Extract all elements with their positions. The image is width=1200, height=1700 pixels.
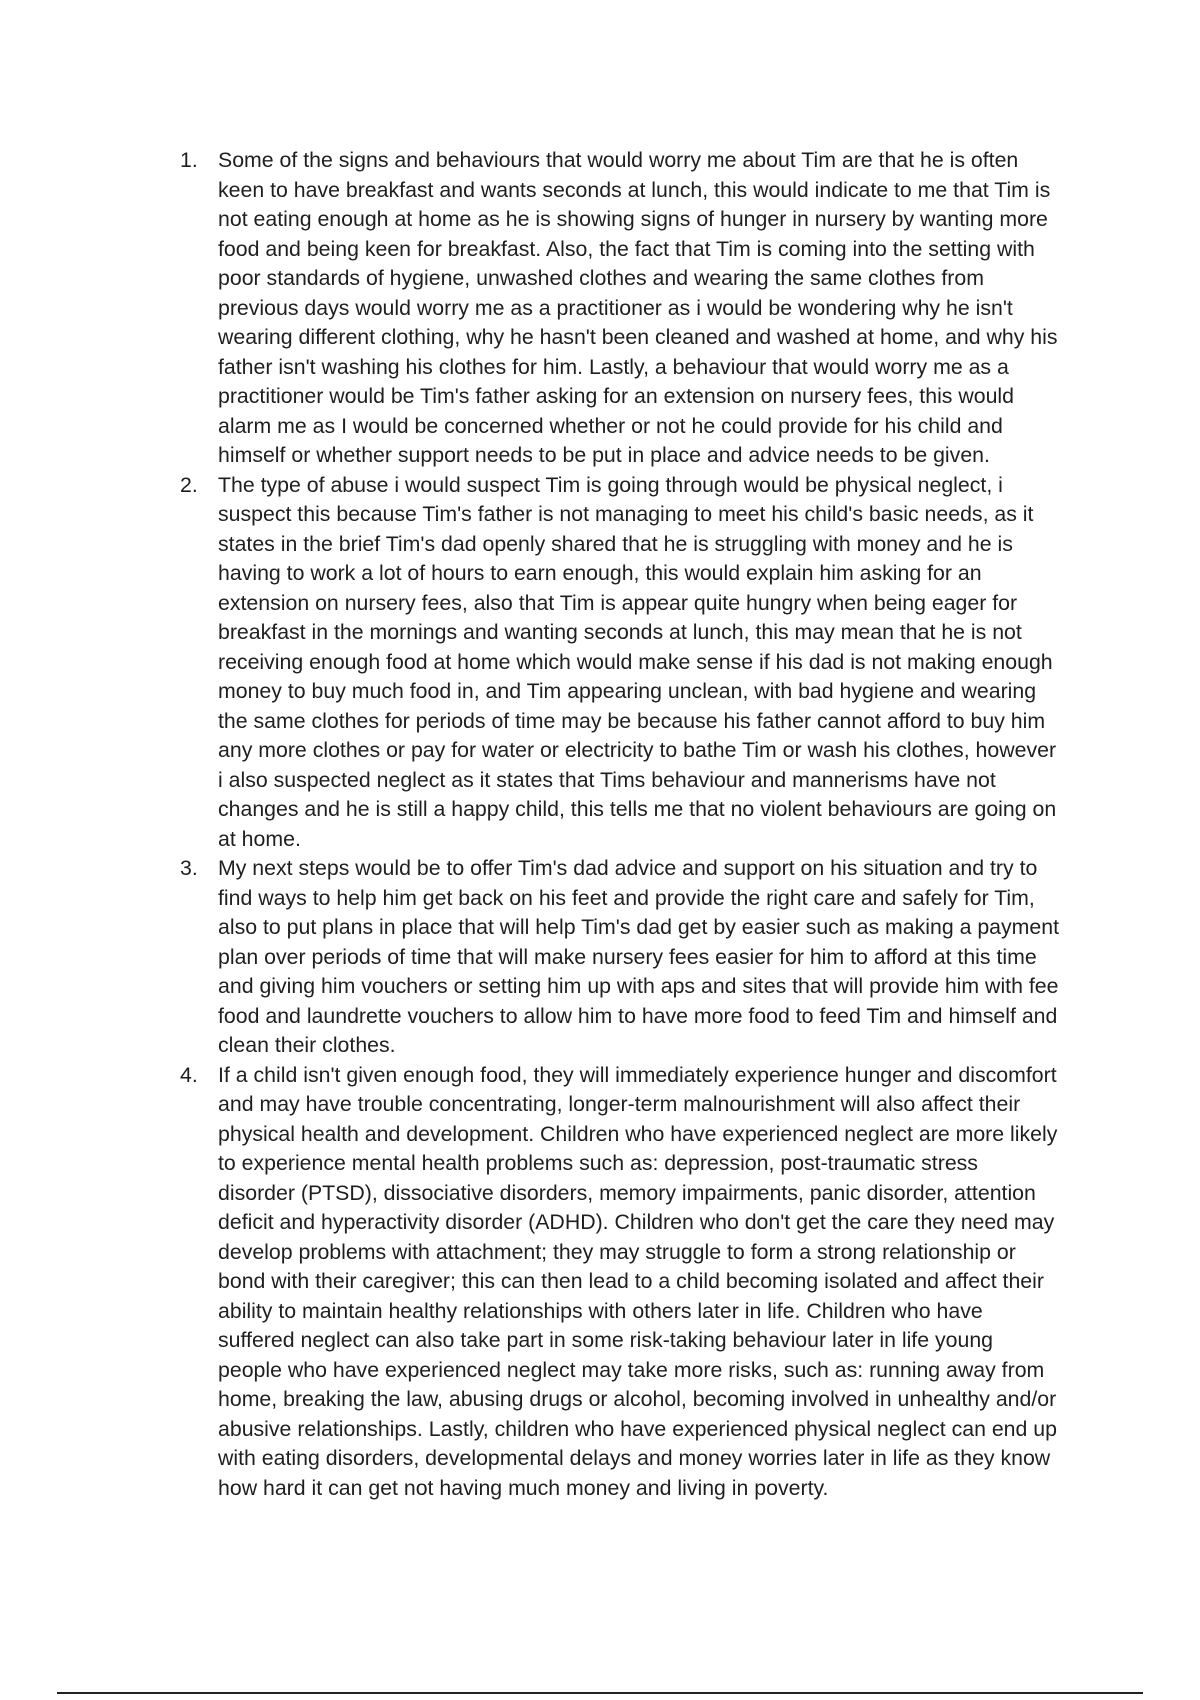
answer-item-4 (180, 1061, 1060, 1504)
answer-list (180, 146, 1060, 1503)
item-text: Some of the signs and behaviours that would worry me about Tim are that he is often keen to have breakfast and wants seconds at lunch, this would indicate to me that Tim is not eating enough at home as he is showing signs of hunger in nursery by wanting more food and being keen for breakfast. Also, the fact that Tim is coming into the setting with poor standards of hygiene, unwashed clothes and wearing the same clothes from previous days would worry me as a practitioner as i would be wondering why he isn't wearing different clothing, why he hasn't been cleaned and washed at home, and why his father isn't washing his clothes for him. Lastly, a behaviour that would worry me as a practitioner would be Tim's father asking for an extension on nursery fees, this would alarm me as I would be concerned whether or not he could provide for his child and himself or whether support needs to be put in place and advice needs to be given. (218, 148, 1058, 467)
item-number: 2. (180, 472, 198, 497)
item-text: My next steps would be to offer Tim's dad advice and support on his situation and try to find ways to help him get back on his feet and provide the right care and safely for Tim, also to put plans in place that will help Tim's dad get by easier such as making a payment plan over periods of time that will make nursery fees easier for him to afford at this time and giving him vouchers or setting him up with aps and sites that will provide him with fee food and laundrette vouchers to allow him to have more food to feed Tim and himself and clean their clothes. (218, 856, 1060, 1057)
item-text: The type of abuse i would suspect Tim is going through would be physical neglect, i suspect this because Tim's father is not managing to meet his child's basic needs, as it states in the brief Tim's dad openly shared that he is struggling with money and he is having to work a lot of hours to earn enough, this would explain him asking for an extension on nursery fees, also that Tim is appear quite hungry when being eager for breakfast in the mornings and wanting seconds at lunch, this may mean that he is not receiving enough food at home which would make sense if his dad is not making enough money to buy much food in, and Tim appearing unclean, with bad hygiene and wearing the same clothes for periods of time may be because his father cannot afford to buy him any more clothes or pay for water or electricity to bathe Tim or wash his clothes, however i also suspected neglect as it states that Tims behaviour and mannerisms have not changes and he is still a happy child, this tells me that no violent behaviours are going on at home. (218, 472, 1057, 851)
footer-divider (57, 1692, 1143, 1694)
item-number: 1. (180, 148, 198, 172)
item-text: If a child isn't given enough food, they will immediately experience hunger and discomfort and may have trouble concentrating, longer-term malnourishment will also affect their physical health and development. Children who have experienced neglect are more likely to experience mental health problems such as: depression, post-traumatic stress disorder (PTSD), dissociative disorders, memory impairments, panic disorder, attention deficit and hyperactivity disorder (ADHD). Children who don't get the care they need may develop problems with attachment; they may struggle to form a strong relationship or bond with their caregiver; this can then lead to a child becoming isolated and affect their ability to maintain healthy relationships with others later in life. Children who have suffered neglect can also take part in some risk-taking behaviour later in life young people who have experienced neglect may take more risks, such as: running away from home, breaking the law, abusing drugs or alcohol, becoming involved in unhealthy and/or abusive relationships. Lastly, children who have experienced physical neglect can end up with eating disorders, developmental delays and money worries later in life as they know how hard it can get not having much money and living in poverty. (218, 1062, 1058, 1500)
item-number: 4. (180, 1062, 198, 1087)
answer-item-3 (180, 854, 1060, 1061)
answer-item-2 (180, 471, 1060, 855)
item-number: 3. (180, 856, 198, 880)
answer-item-1 (180, 146, 1060, 471)
